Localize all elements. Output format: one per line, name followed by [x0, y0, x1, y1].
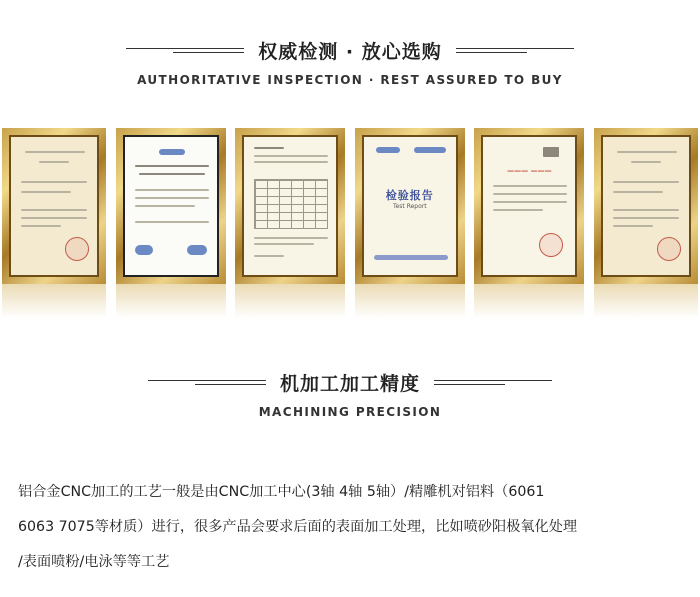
heading-divider-left [126, 48, 244, 53]
section-heading-inspection [0, 37, 700, 87]
certificate-frame [235, 128, 345, 284]
certificate-image [123, 135, 219, 277]
section-heading-precision [0, 369, 700, 419]
report-title: 检验报告 [385, 189, 434, 202]
description-line: /表面喷粉/电泳等等工艺 [18, 554, 170, 570]
certificate-gallery [0, 128, 700, 318]
report-subtitle: Test Report [392, 203, 427, 210]
certificate-frame [2, 128, 106, 284]
heading-divider-right [456, 48, 574, 53]
certificate-image [9, 135, 99, 277]
certificate-frame [594, 128, 698, 284]
certificate-frame [474, 128, 584, 284]
section-subtitle: MACHINING PRECISION [258, 405, 442, 419]
section-subtitle: AUTHORITATIVE INSPECTION · REST ASSURED TO BUY [137, 73, 563, 87]
section-title: 权威检测 · 放心选购 [258, 40, 442, 63]
section-title: 机加工加工精度 [279, 372, 420, 395]
description-line: 铝合金CNC加工的工艺一般是由CNC加工中心(3轴 4轴 5轴）/精雕机对铝料（6061 [18, 484, 545, 500]
certificate-frame [355, 128, 465, 284]
certificate-frame [116, 128, 226, 284]
description-paragraph [18, 475, 688, 580]
heading-divider-right [434, 380, 552, 385]
description-line: 6063 7075等材质）进行，很多产品会要求后面的表面加工处理，比如喷砂阳极氧化处理 [18, 519, 578, 535]
certificate-image: ——— ——— [481, 135, 577, 277]
certificate-image [242, 135, 338, 277]
heading-divider-left [148, 380, 266, 385]
certificate-image [362, 135, 458, 277]
certificate-image [601, 135, 691, 277]
